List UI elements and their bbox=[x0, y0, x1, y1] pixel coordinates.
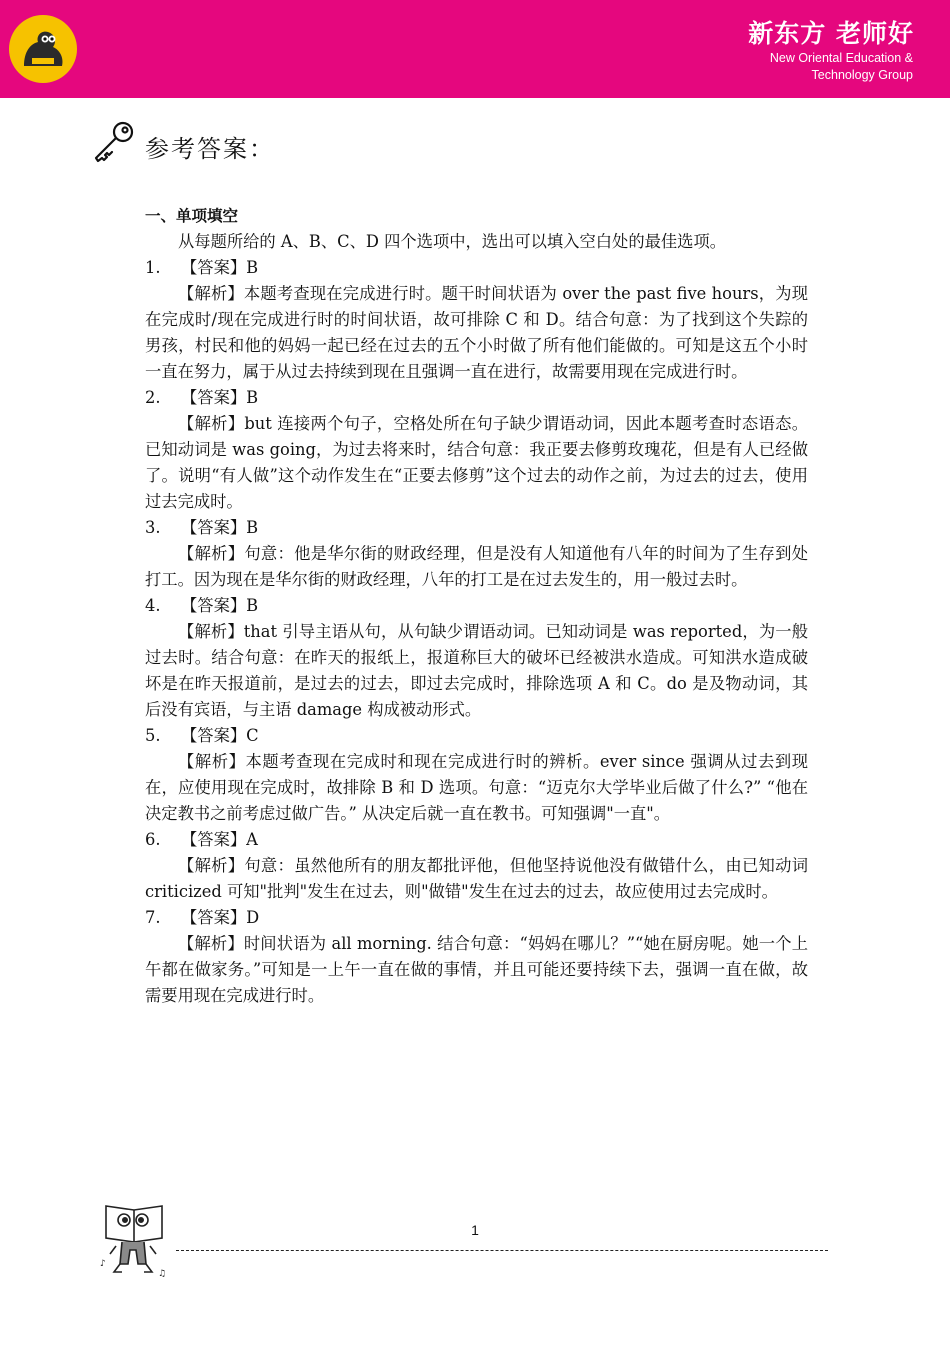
analysis-text: 【解析】that 引导主语从句，从句缺少谓语动词。已知动词是 was reported，为一般过去时。结合句意：在昨天的报纸上，报道称巨大的破坏已经被洪水造成。可知洪水造成破坏是在昨天报道前，是过去的过去，即过去完成时，排除选项 A 和 C。do 是及物动词，其后没有宾语，与主语 damage 构成被动形式。 bbox=[145, 622, 808, 719]
analysis-text: 【解析】时间状语为 all morning. 结合句意：“妈妈在哪儿？”“她在厨房呢。她一个上午都在做家务。”可知是一上午一直在做的事情，并且可能还要持续下去，强调一直在做，故需要用现在完成进行时。 bbox=[145, 934, 808, 1005]
answer-line bbox=[145, 385, 808, 411]
book-mascot-icon bbox=[100, 1202, 172, 1280]
header-banner bbox=[0, 0, 950, 98]
answer-key: 【答案】B bbox=[181, 388, 259, 407]
page-number: 1 bbox=[471, 1222, 479, 1238]
brand-en-line-1: New Oriental Education & bbox=[769, 51, 913, 65]
brand-en-line-2: Technology Group bbox=[811, 68, 913, 82]
brand-name-chinese: 新东方 老师好 bbox=[748, 19, 914, 48]
page-title: 参考答案： bbox=[145, 135, 275, 163]
question-number: 6. bbox=[145, 830, 161, 849]
analysis-text: 【解析】句意：虽然他所有的朋友都批评他，但他坚持说他没有做错什么，由已知动词 criticized 可知"批判"发生在过去，则"做错"发生在过去的过去，故应使用过去完成时。 bbox=[145, 856, 808, 901]
answer-line bbox=[145, 905, 808, 931]
answer-key: 【答案】B bbox=[181, 518, 259, 537]
analysis-text: 【解析】but 连接两个句子，空格处所在句子缺少谓语动词，因此本题考查时态语态。已知动词是 was going，为过去将来时，结合句意：我正要去修剪玫瑰花，但是有人已经做了。说明“有人做”这个动作发生在“正要去修剪”这个过去的动作之前，为过去的过去，使用过去完成时。 bbox=[145, 414, 808, 511]
question-number: 1. bbox=[145, 258, 161, 277]
answer-line bbox=[145, 593, 808, 619]
brand-name-english bbox=[770, 50, 913, 84]
answer-line bbox=[145, 827, 808, 853]
question-number: 3. bbox=[145, 518, 161, 537]
section-instruction: 从每题所给的 A、B、C、D 四个选项中，选出可以填入空白处的最佳选项。 bbox=[178, 232, 727, 251]
answer-key: 【答案】B bbox=[181, 596, 259, 615]
answer-line bbox=[145, 515, 808, 541]
section-title: 一、单项填空 bbox=[145, 207, 239, 225]
analysis-text: 【解析】本题考查现在完成进行时。题干时间状语为 over the past five hours，为现在完成时/现在完成进行时的时间状语，故可排除 C 和 D。结合句意：为了找到这个失踪的男孩，村民和他的妈妈一起已经在过去的五个小时做了所有他们能做的。可知是这五个小时一直在努力，属于从过去持续到现在且强调一直在进行，故需要用现在完成进行时。 bbox=[145, 284, 808, 381]
answer-content bbox=[145, 203, 808, 1009]
question-number: 7. bbox=[145, 908, 161, 927]
question-number: 4. bbox=[145, 596, 161, 615]
answer-key: 【答案】C bbox=[181, 726, 259, 745]
analysis-text: 【解析】本题考查现在完成时和现在完成进行时的辨析。ever since 强调从过去到现在，应使用现在完成时，故排除 B 和 D 选项。句意：“迈克尔大学毕业后做了什么?” “他在决定教书之前考虑过做广告。” 从决定后就一直在教书。可知强调"一直"。 bbox=[145, 752, 808, 823]
key-icon bbox=[90, 120, 136, 164]
answer-key: 【答案】D bbox=[181, 908, 260, 927]
svg-text:♫: ♫ bbox=[158, 1269, 167, 1279]
answer-line bbox=[145, 255, 808, 281]
question-number: 2. bbox=[145, 388, 161, 407]
answer-key: 【答案】A bbox=[181, 830, 258, 849]
question-number: 5. bbox=[145, 726, 161, 745]
footer-dashed-divider bbox=[176, 1250, 828, 1251]
new-oriental-logo-icon bbox=[8, 14, 78, 84]
answer-key: 【答案】B bbox=[181, 258, 259, 277]
svg-text:♪: ♪ bbox=[100, 1259, 106, 1269]
answer-line bbox=[145, 723, 808, 749]
analysis-text: 【解析】句意：他是华尔街的财政经理，但是没有人知道他有八年的时间为了生存到处打工。因为现在是华尔街的财政经理，八年的打工是在过去发生的，用一般过去时。 bbox=[145, 544, 808, 589]
